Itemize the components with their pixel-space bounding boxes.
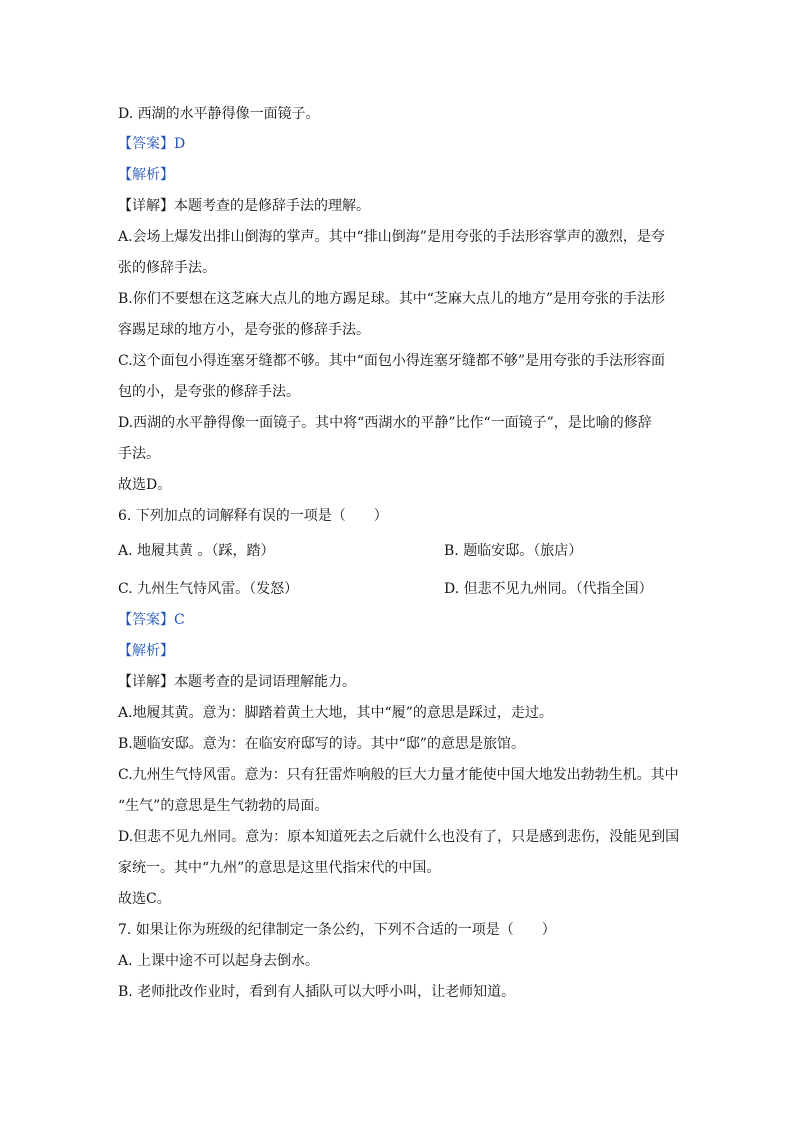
conclusion-text: 故选C。	[118, 891, 171, 907]
explanation-text: B.题临安邸。意为：在临安府邸写的诗。其中“邸”的意思是旅馆。	[118, 736, 526, 752]
explanation-text: 【详解】本题考查的是词语理解能力。	[118, 674, 356, 690]
explanation-text: “生气”的意思是生气勃勃的局面。	[118, 798, 329, 814]
q7-option-a: A. 上课中途不可以起身去倒水。	[118, 953, 320, 969]
explanation-text: A.地履其黄。意为：脚踏着黄土大地，其中“履”的意思是踩过，走过。	[118, 705, 553, 721]
explanation-text: 包的小，是夸张的修辞手法。	[118, 384, 300, 400]
answer-label: 【答案】C	[118, 612, 185, 628]
explanation-text: A.会场上爆发出排山倒海的掌声。其中“排山倒海”是用夸张的手法形容掌声的激烈，是夸	[118, 229, 665, 245]
q7-option-b: B. 老师批改作业时，看到有人插队可以大呼小叫，让老师知道。	[118, 984, 516, 1000]
question-7: 7. 如果让你为班级的纪律制定一条公约，下列不合适的一项是（ ）	[118, 922, 556, 938]
q6-option-b: B. 题临安邸。（旅店）	[444, 543, 583, 559]
answer-label: 【答案】D	[118, 136, 186, 152]
explanation-text: 容踢足球的地方小，是夸张的修辞手法。	[118, 322, 370, 338]
explanation-text: 家统一。其中“九州”的意思是这里代指宋代的中国。	[118, 860, 441, 876]
explanation-text: C.这个面包小得连塞牙缝都不够。其中“面包小得连塞牙缝都不够”是用夸张的手法形容面	[118, 353, 665, 369]
explanation-text: 张的修辞手法。	[118, 260, 216, 276]
analysis-label: 【解析】	[118, 167, 174, 183]
q6-option-c: C. 九州生气恃风雷。（发怒）	[118, 581, 299, 597]
explanation-text: B.你们不要想在这芝麻大点儿的地方踢足球。其中“芝麻大点儿的地方”是用夸张的手法形	[118, 291, 666, 307]
explanation-text: 手法。	[118, 446, 160, 462]
explanation-text: D.西湖的水平静得像一面镜子。其中将“西湖水的平静”比作“一面镜子”，是比喻的修辞	[118, 415, 652, 431]
q6-option-a: A. 地履其黄 。（踩，踏）	[118, 543, 275, 559]
q6-option-d: D. 但悲不见九州同。（代指全国）	[444, 581, 653, 597]
explanation-text: 【详解】本题考查的是修辞手法的理解。	[118, 198, 370, 214]
conclusion-text: 故选D。	[118, 477, 172, 493]
explanation-text: C.九州生气恃风雷。意为：只有狂雷炸响般的巨大力量才能使中国大地发出勃勃生机。其中	[118, 767, 679, 783]
analysis-label: 【解析】	[118, 643, 174, 659]
q5-option-d: D. 西湖的水平静得像一面镜子。	[118, 106, 320, 122]
question-6: 6. 下列加点的词解释有误的一项是（ ）	[118, 508, 388, 524]
explanation-text: D.但悲不见九州同。意为：原本知道死去之后就什么也没有了，只是感到悲伤，没能见到国	[118, 829, 680, 845]
